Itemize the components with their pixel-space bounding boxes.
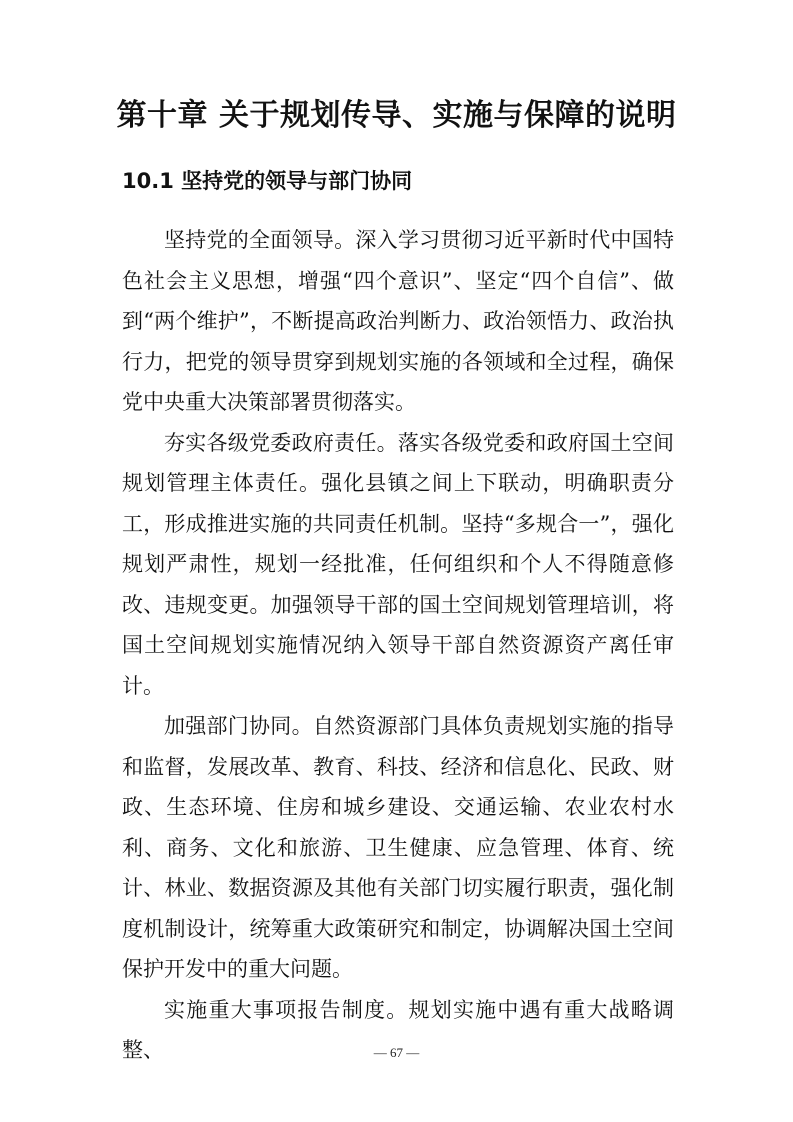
chapter-title: 第十章 关于规划传导、实施与保障的说明 [116, 98, 677, 133]
page-number: — 67 — [373, 1045, 420, 1060]
body-text [122, 220, 674, 1071]
section-heading: 10.1 坚持党的领导与部门协同 [122, 169, 413, 193]
paragraph-reporting-system: 实施重大事项报告制度。规划实施中遇有重大战略调整、 [122, 997, 674, 1062]
paragraph-party-leadership: 坚持党的全面领导。深入学习贯彻习近平新时代中国特色社会主义思想，增强“四个意识”、坚定“四个自信”、做到“两个维护”，不断提高政治判断力、政治领悟力、政治执行力，把党的领导贯穿到规划实施的各领域和全过程，确保党中央重大决策部署贯彻落实。 [122, 228, 674, 414]
paragraph-government-responsibility: 夯实各级党委政府责任。落实各级党委和政府国土空间规划管理主体责任。强化县镇之间上下联动，明确职责分工，形成推进实施的共同责任机制。坚持“多规合一”，强化规划严肃性，规划一经批准，任何组织和个人不得随意修改、违规变更。加强领导干部的国土空间规划管理培训，将国土空间规划实施情况纳入领导干部自然资源资产离任审计。 [122, 430, 674, 698]
paragraph-department-coordination: 加强部门协同。自然资源部门具体负责规划实施的指导和监督，发展改革、教育、科技、经济和信息化、民政、财政、生态环境、住房和城乡建设、交通运输、农业农村水利、商务、文化和旅游、卫生健康、应急管理、体育、统计、林业、数据资源及其他有关部门切实履行职责，强化制度机制设计，统筹重大政策研究和制定，协调解决国土空间保护开发中的重大问题。 [122, 714, 674, 981]
